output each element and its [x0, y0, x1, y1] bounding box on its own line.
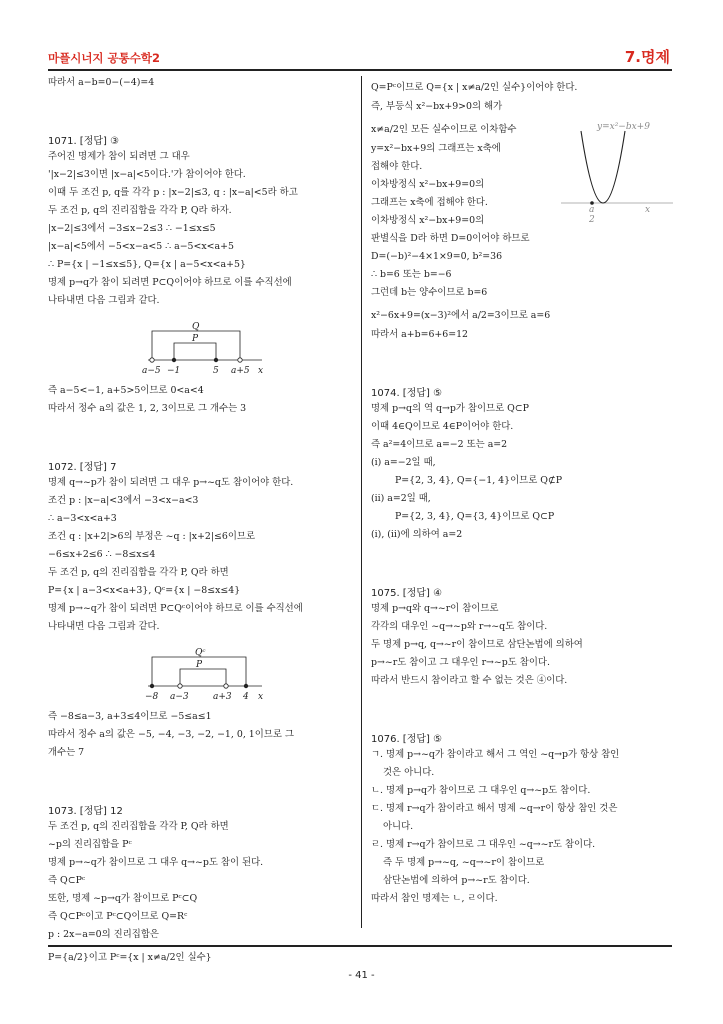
text-line: P={a/2}이고 Pᶜ={x | x≠a/2인 실수}	[48, 952, 212, 963]
text-line: 두 조건 p, q의 진리집합을 각각 P, Q라 하면	[48, 821, 229, 832]
text-line: 따라서 반드시 참이라고 할 수 없는 것은 ④이다.	[371, 675, 568, 686]
problem-title-1075: 1075. [정답] ④	[371, 588, 443, 599]
text-line: D=(−b)²−4×1×9=0, b²=36	[371, 251, 503, 262]
open-point	[238, 358, 242, 362]
text-line: 즉, 부등식 x²−bx+9>0의 해가	[371, 101, 503, 112]
open-point	[224, 684, 228, 688]
text-line: 따라서 a+b=6+6=12	[371, 329, 469, 340]
text-line: 이차방정식 x²−bx+9=0의	[371, 179, 485, 190]
text-line: 두 조건 p, q의 진리집합을 각각 P, Q라 하자.	[48, 205, 232, 216]
header-rule	[48, 69, 672, 71]
tick-label: a	[589, 205, 595, 215]
problem-title-1073: 1073. [정답] 12	[48, 806, 123, 817]
set-p-bracket	[174, 343, 216, 360]
text-line: P={2, 3, 4}, Q={−1, 4}이므로 Q⊄P	[395, 475, 563, 486]
set-p-label: P	[192, 334, 199, 344]
text-line: ∴ a−3<x<a+3	[48, 513, 117, 524]
text-line: 명제 q→~p가 참이 되려면 그 대우 p→~q도 참이어야 한다.	[48, 477, 294, 488]
text-line: 명제 p→q의 역 q→p가 참이므로 Q⊂P	[371, 403, 529, 414]
problem-title-1076: 1076. [정답] ⑤	[371, 734, 443, 745]
text-line: 나타내면 다음 그림과 같다.	[48, 621, 160, 632]
text-line: 명제 p→q가 참이 되려면 P⊂Q이어야 하므로 이를 수직선에	[48, 277, 292, 288]
text-line: 명제 p→~q가 참이 되려면 P⊂Qᶜ이어야 하므로 이를 수직선에	[48, 603, 303, 614]
closed-point	[172, 358, 176, 362]
text-line: 즉 Q⊂Pᶜ이고 Pᶜ⊂Q이므로 Q=Rᶜ	[48, 911, 188, 922]
parabola-graph	[557, 113, 677, 223]
open-point	[150, 358, 154, 362]
left-column	[48, 76, 351, 970]
text-line: 명제 p→~q가 참이므로 그 대우 q→~p도 참이 된다.	[48, 857, 264, 868]
text-line: p→~r도 참이고 그 대우인 r→~p도 참이다.	[371, 657, 550, 668]
text-line: ∴ b=6 또는 b=−6	[371, 269, 452, 280]
text-line: ∴ P={x | −1≤x≤5}, Q={x | a−5<x<a+5}	[48, 259, 246, 270]
text-line: 접해야 한다.	[371, 161, 423, 172]
set-q-label: Q	[192, 322, 200, 332]
tick-label: a−5	[142, 366, 161, 376]
text-line: 두 조건 p, q의 진리집합을 각각 P, Q라 하면	[48, 567, 229, 578]
text-line: (ⅱ) a=2일 때,	[371, 493, 431, 504]
text-line: 나타내면 다음 그림과 같다.	[48, 295, 160, 306]
chapter-title: 7.명제	[624, 48, 670, 66]
closed-point	[214, 358, 218, 362]
closed-point	[150, 684, 154, 688]
tick-label: 2	[589, 215, 595, 223]
text-line: 그래프는 x축에 접해야 한다.	[371, 197, 488, 208]
text-line: 즉 Q⊂Pᶜ	[48, 875, 86, 886]
text-line: x²−6x+9=(x−3)²에서 a/2=3이므로 a=6	[371, 310, 551, 321]
text-line: '|x−2|≤3이면 |x−a|<5이다.'가 참이어야 한다.	[48, 169, 246, 180]
text-line: 두 명제 p→q, q→~r이 참이므로 삼단논법에 의하여	[371, 639, 583, 650]
text-line: p : 2x−a=0의 진리집합은	[48, 929, 159, 940]
text-line: 개수는 7	[48, 747, 85, 758]
text-line: 판별식을 D라 하면 D=0이어야 하므로	[371, 233, 530, 244]
axis-label: x	[258, 366, 264, 376]
text-line: 것은 아니다.	[383, 767, 435, 778]
text-line: 삼단논법에 의하여 p→~r도 참이다.	[383, 875, 530, 886]
tick-label: a+5	[231, 366, 250, 376]
tick-label: −8	[145, 692, 159, 702]
text-line: |x−2|≤3에서 −3≤x−2≤3 ∴ −1≤x≤5	[48, 223, 216, 234]
number-line-figure-1071	[48, 318, 348, 378]
text-line: (ⅰ) a=−2일 때,	[371, 457, 436, 468]
text-line: x≠a/2인 모든 실수이므로 이차함수	[371, 124, 517, 135]
tick-label: a−3	[170, 692, 189, 702]
text-line: 즉 두 명제 p→~q, ~q→~r이 참이므로	[383, 857, 545, 868]
set-p-bracket	[180, 669, 226, 686]
text-line: 즉 a−5<−1, a+5>5이므로 0<a<4	[48, 385, 204, 396]
text-line: 아니다.	[383, 821, 414, 832]
problem-title-1074: 1074. [정답] ⑤	[371, 388, 443, 399]
curve-label: y=x²−bx+9	[597, 122, 650, 132]
tick-label: 4	[243, 692, 249, 702]
text-line: Q=Pᶜ이므로 Q={x | x≠a/2인 실수}이어야 한다.	[371, 82, 578, 93]
problem-title-1071: 1071. [정답] ③	[48, 136, 120, 147]
text-line: 따라서 참인 명제는 ㄴ, ㄹ이다.	[371, 893, 498, 904]
page-number: - 41 -	[348, 970, 375, 981]
book-title: 마플시너지 공통수학2	[48, 51, 160, 65]
text-line: 또한, 명제 ~p→q가 참이므로 Pᶜ⊂Q	[48, 893, 198, 904]
set-p-label: P	[196, 660, 203, 670]
text-line: |x−a|<5에서 −5<x−a<5 ∴ a−5<x<a+5	[48, 241, 234, 252]
text-line: (ⅰ), (ⅱ)에 의하여 a=2	[371, 529, 463, 540]
page-header	[48, 50, 672, 70]
text-line: 따라서 정수 a의 값은 −5, −4, −3, −2, −1, 0, 1이므로 그	[48, 729, 294, 740]
tick-label: a+3	[213, 692, 232, 702]
text-line: 즉 a²=4이므로 a=−2 또는 a=2	[371, 439, 508, 450]
text-line: ㄹ. 명제 r→q가 참이므로 그 대우인 ~q→~r도 참이다.	[371, 839, 596, 850]
text-line: 주어진 명제가 참이 되려면 그 대우	[48, 151, 190, 162]
text-line: 즉 −8≤a−3, a+3≤4이므로 −5≤a≤1	[48, 711, 212, 722]
set-qc-label: Qᶜ	[195, 648, 206, 658]
open-point	[178, 684, 182, 688]
number-line-figure-1072	[48, 644, 348, 704]
text-line: 그런데 b는 양수이므로 b=6	[371, 287, 488, 298]
tick-label: −1	[167, 366, 181, 376]
footer-rule	[48, 945, 672, 947]
axis-label: x	[645, 205, 651, 215]
text-line: 이때 4∈Q이므로 4∈P이어야 한다.	[371, 421, 514, 432]
text-line: ㄱ. 명제 p→~q가 참이라고 해서 그 역인 ~q→p가 항상 참인	[371, 749, 620, 760]
axis-label: x	[258, 692, 264, 702]
text-line: 따라서 a−b=0−(−4)=4	[48, 77, 155, 88]
column-divider	[361, 76, 362, 928]
text-line: ㄷ. 명제 r→q가 참이라고 해서 명제 ~q→r이 항상 참인 것은	[371, 803, 618, 814]
text-line: 조건 q : |x+2|>6의 부정은 ~q : |x+2|≤6이므로	[48, 531, 256, 542]
text-line: 명제 p→q와 q→~r이 참이므로	[371, 603, 499, 614]
text-line: −6≤x+2≤6 ∴ −8≤x≤4	[48, 549, 156, 560]
text-line: 이차방정식 x²−bx+9=0의	[371, 215, 485, 226]
text-line: 따라서 정수 a의 값은 1, 2, 3이므로 그 개수는 3	[48, 403, 247, 414]
text-line: 조건 p : |x−a|<3에서 −3<x−a<3	[48, 495, 199, 506]
tick-label: 5	[213, 366, 219, 376]
parabola-curve	[581, 131, 625, 203]
text-line: 이때 두 조건 p, q를 각각 p : |x−2|≤3, q : |x−a|<5라 하고	[48, 187, 298, 198]
text-line: ~p의 진리집합을 Pᶜ	[48, 839, 132, 850]
text-line: 각각의 대우인 ~q→~p와 r→~q도 참이다.	[371, 621, 548, 632]
closed-point	[244, 684, 248, 688]
text-line: ㄴ. 명제 p→q가 참이므로 그 대우인 q→~p도 참이다.	[371, 785, 591, 796]
text-line: P={2, 3, 4}, Q={3, 4}이므로 Q⊂P	[395, 511, 555, 522]
problem-title-1072: 1072. [정답] 7	[48, 462, 117, 473]
text-line: P={x | a−3<x<a+3}, Qᶜ={x | −8≤x≤4}	[48, 585, 241, 596]
text-line: y=x²−bx+9의 그래프는 x축에	[371, 143, 501, 154]
